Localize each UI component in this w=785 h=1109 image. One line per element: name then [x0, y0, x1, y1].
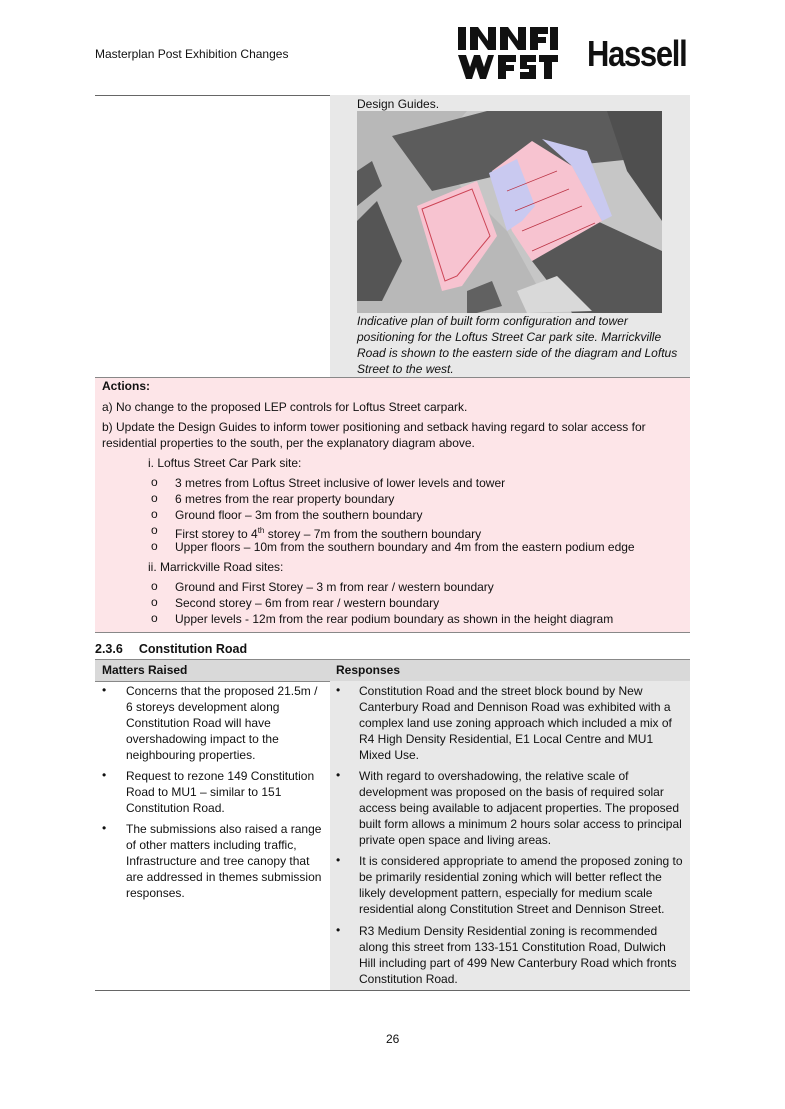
col-matters-raised: Matters Raised	[102, 663, 188, 677]
bullet-circle: o	[151, 475, 158, 489]
hassell-logo: Hassell	[587, 33, 687, 74]
response-item: It is considered appropriate to amend the proposed zoning to be primarily residential zoning which will better reflect the likely development pattern, especially for medium scale residential along Constitution Street and Dennison Street.	[359, 854, 683, 916]
response-item: R3 Medium Density Residential zoning is recommended along this street from 133-151 Constitution Road, Dulwich Hill including part of 499 New Canterbury Road which fronts Constitution Road.	[359, 924, 677, 986]
sub-heading-marrickville: ii. Marrickville Road sites:	[148, 560, 284, 574]
page-number: 26	[386, 1032, 400, 1046]
design-guides-text: Design Guides.	[357, 97, 440, 111]
actions-heading: Actions:	[102, 379, 150, 393]
bullet-dot: •	[336, 853, 341, 867]
col-responses: Responses	[336, 663, 401, 677]
table-header	[95, 659, 690, 682]
diagram-caption: Indicative plan of built form configuration and tower positioning for the Loftus Street Car park site. Marrickville Road is shown to the eastern side of the diagram and Loftus Street to the west.	[357, 314, 678, 376]
bullet-dot: •	[102, 768, 107, 782]
response-item: Constitution Road and the street block bound by New Canterbury Road and Dennison Road was exhibited with a complex land use zoning approach which included a mix of R4 High Density Residential, E1 Local Centre and MU1 Mixed Use.	[359, 684, 672, 762]
bullet-dot: •	[336, 768, 341, 782]
marrickville-item: Upper levels - 12m from the rear podium boundary as shown in the height diagram	[175, 612, 614, 626]
loftus-item: Ground floor – 3m from the southern boundary	[175, 508, 423, 522]
bullet-circle: o	[151, 507, 158, 521]
bullet-circle: o	[151, 539, 158, 553]
inner-west-logo	[458, 27, 558, 79]
matter-item: The submissions also raised a range of other matters including traffic, Infrastructure and tree canopy that are addressed in themes submission responses.	[126, 822, 322, 900]
action-a: a) No change to the proposed LEP controls for Loftus Street carpark.	[102, 400, 468, 414]
bullet-dot: •	[336, 923, 341, 937]
section-title: Constitution Road	[138, 642, 248, 656]
document-title: Masterplan Post Exhibition Changes	[95, 47, 289, 61]
site-plan-diagram	[357, 111, 662, 313]
sub-heading-loftus: i. Loftus Street Car Park site:	[148, 456, 302, 470]
section-heading	[95, 642, 247, 656]
matter-item: Request to rezone 149 Constitution Road to MU1 – similar to 151 Constitution Road.	[126, 769, 315, 815]
loftus-item: Upper floors – 10m from the southern boundary and 4m from the eastern podium edge	[175, 540, 635, 554]
marrickville-item: Ground and First Storey – 3 m from rear / western boundary	[175, 580, 494, 594]
section-number: 2.3.6	[95, 642, 123, 656]
marrickville-item: Second storey – 6m from rear / western boundary	[175, 596, 440, 610]
action-b: b) Update the Design Guides to inform tower positioning and setback having regard to solar access for residential properties to the south, per the explanatory diagram above.	[102, 420, 646, 450]
bullet-dot: •	[102, 821, 107, 835]
bullet-circle: o	[151, 579, 158, 593]
bullet-circle: o	[151, 595, 158, 609]
table-bottom-rule	[95, 990, 690, 991]
bullet-circle: o	[151, 523, 158, 537]
loftus-item: 3 metres from Loftus Street inclusive of lower levels and tower	[175, 476, 506, 490]
bullet-circle: o	[151, 611, 158, 625]
response-item: With regard to overshadowing, the relative scale of development was proposed on the basis of required solar access being available to adjacent properties. The proposed built form allows a minimum 2 hours solar access to principal private open space and living areas.	[359, 769, 682, 847]
bullet-dot: •	[102, 683, 107, 697]
loftus-item: 6 metres from the rear property boundary	[175, 492, 395, 506]
matter-item: Concerns that the proposed 21.5m / 6 storeys development along Constitution Road will have overshadowing impact to the neighbouring properties.	[126, 684, 318, 762]
bullet-dot: •	[336, 683, 341, 697]
loftus-item: First storey to 4th storey – 7m from the southern boundary	[175, 526, 482, 541]
bullet-circle: o	[151, 491, 158, 505]
